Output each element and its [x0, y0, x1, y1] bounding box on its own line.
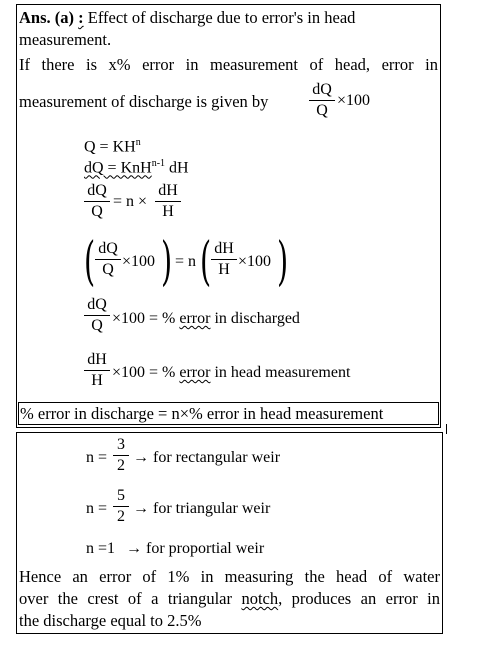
conclusion-line-2 — [19, 589, 440, 609]
eq4-num: dQ — [98, 240, 118, 257]
intro-line-1: If there is x% error in measurement of head, error in — [19, 55, 438, 74]
eq4-times-100-a: ×100 — [122, 253, 156, 270]
eq4-den: Q — [102, 261, 114, 278]
eq6-text-b: error — [179, 364, 211, 381]
weir-rect-den: 2 — [117, 457, 125, 474]
fraction-bar — [113, 506, 129, 507]
weir-tri-den: 2 — [117, 508, 125, 525]
eq4-fraction-left — [95, 240, 121, 279]
weir-tri-lhs: n = — [86, 500, 108, 517]
left-paren-1: ( — [84, 232, 96, 292]
fraction-bar — [84, 201, 110, 202]
eq3-fraction-right — [155, 182, 181, 221]
equation-dq — [84, 158, 189, 177]
eq6-num: dH — [87, 351, 107, 368]
answer-heading — [19, 8, 355, 28]
eq1-text: Q = KH — [84, 138, 136, 156]
eq6-text — [112, 364, 350, 382]
weir-tri-fraction — [113, 487, 129, 526]
eq3-den: Q — [91, 203, 103, 220]
eq3-num: dQ — [87, 182, 107, 199]
conclusion-line-2a: over the crest of a triangular — [19, 589, 232, 608]
eq3-fraction-left — [84, 182, 110, 221]
eq4-den2: H — [218, 261, 230, 278]
conclusion-line-1: Hence an error of 1% in measuring the head of water — [19, 567, 440, 586]
eq2-lhs: dQ = KnH — [84, 159, 152, 177]
eq6-fraction — [84, 351, 110, 390]
eq5-fraction — [84, 296, 110, 335]
eq5-text-b: error — [179, 310, 211, 327]
eq4-eq-n: = n — [175, 253, 197, 270]
intro-frac-num: dQ — [312, 81, 332, 98]
eq4-num2: dH — [214, 240, 234, 257]
eq6-text-c: in head measurement — [210, 364, 351, 381]
eq1-sup: n — [135, 137, 141, 148]
frame-connector — [446, 424, 447, 434]
eq6-den: H — [91, 372, 103, 389]
weir-rect-fraction — [113, 436, 129, 475]
eq3-num2: dH — [158, 182, 178, 199]
conclusion-line-2b: notch — [241, 589, 279, 608]
right-paren-2: ) — [277, 232, 289, 292]
weir-rect-lhs: n = — [86, 449, 108, 466]
result-text: % error in discharge = n×% error in head measurement — [20, 404, 384, 423]
left-paren-2: ( — [200, 232, 212, 292]
eq6-text-a: ×100 = % — [112, 364, 176, 381]
weir-tri-num: 5 — [117, 487, 125, 504]
weir-prop-text: → for proportial weir — [126, 540, 265, 557]
fraction-bar — [84, 370, 110, 371]
right-paren-1: ) — [161, 232, 173, 292]
intro-frac-den: Q — [316, 102, 328, 119]
weir-prop-lhs: n =1 — [86, 540, 116, 557]
weir-rect-num: 3 — [117, 436, 125, 453]
intro-times-100: ×100 — [337, 92, 371, 109]
eq3-den2: H — [162, 203, 174, 220]
fraction-bar — [113, 455, 129, 456]
eq4-times-100-b: ×100 — [238, 253, 272, 270]
eq2-sup: n-1 — [151, 158, 166, 169]
eq3-mid: = n × — [113, 193, 148, 210]
eq5-den: Q — [91, 317, 103, 334]
intro-line-2: measurement of discharge is given by — [19, 92, 269, 111]
eq4-fraction-right — [211, 240, 237, 279]
answer-label: Ans. (a) : — [19, 8, 84, 27]
answer-title-cont: measurement. — [19, 30, 112, 49]
weir-tri-text: → for triangular weir — [133, 500, 271, 517]
fraction-bar — [95, 259, 121, 260]
fraction-bar — [84, 315, 110, 316]
answer-title: Effect of discharge due to error's in head — [87, 8, 356, 27]
eq5-num: dQ — [87, 296, 107, 313]
eq5-text-c: in discharged — [210, 310, 300, 327]
conclusion-line-3: the discharge equal to 2.5% — [19, 611, 202, 630]
intro-fraction — [309, 81, 335, 120]
weir-rect-text: → for rectangular weir — [133, 449, 281, 466]
conclusion-line-2c: , produces an error in — [278, 589, 440, 608]
fraction-bar — [309, 100, 335, 101]
equation-q-khn — [84, 137, 141, 156]
fraction-bar — [155, 201, 181, 202]
eq2-rhs: dH — [165, 159, 189, 177]
eq5-text — [112, 310, 300, 328]
fraction-bar — [211, 259, 237, 260]
eq5-text-a: ×100 = % — [112, 310, 176, 327]
